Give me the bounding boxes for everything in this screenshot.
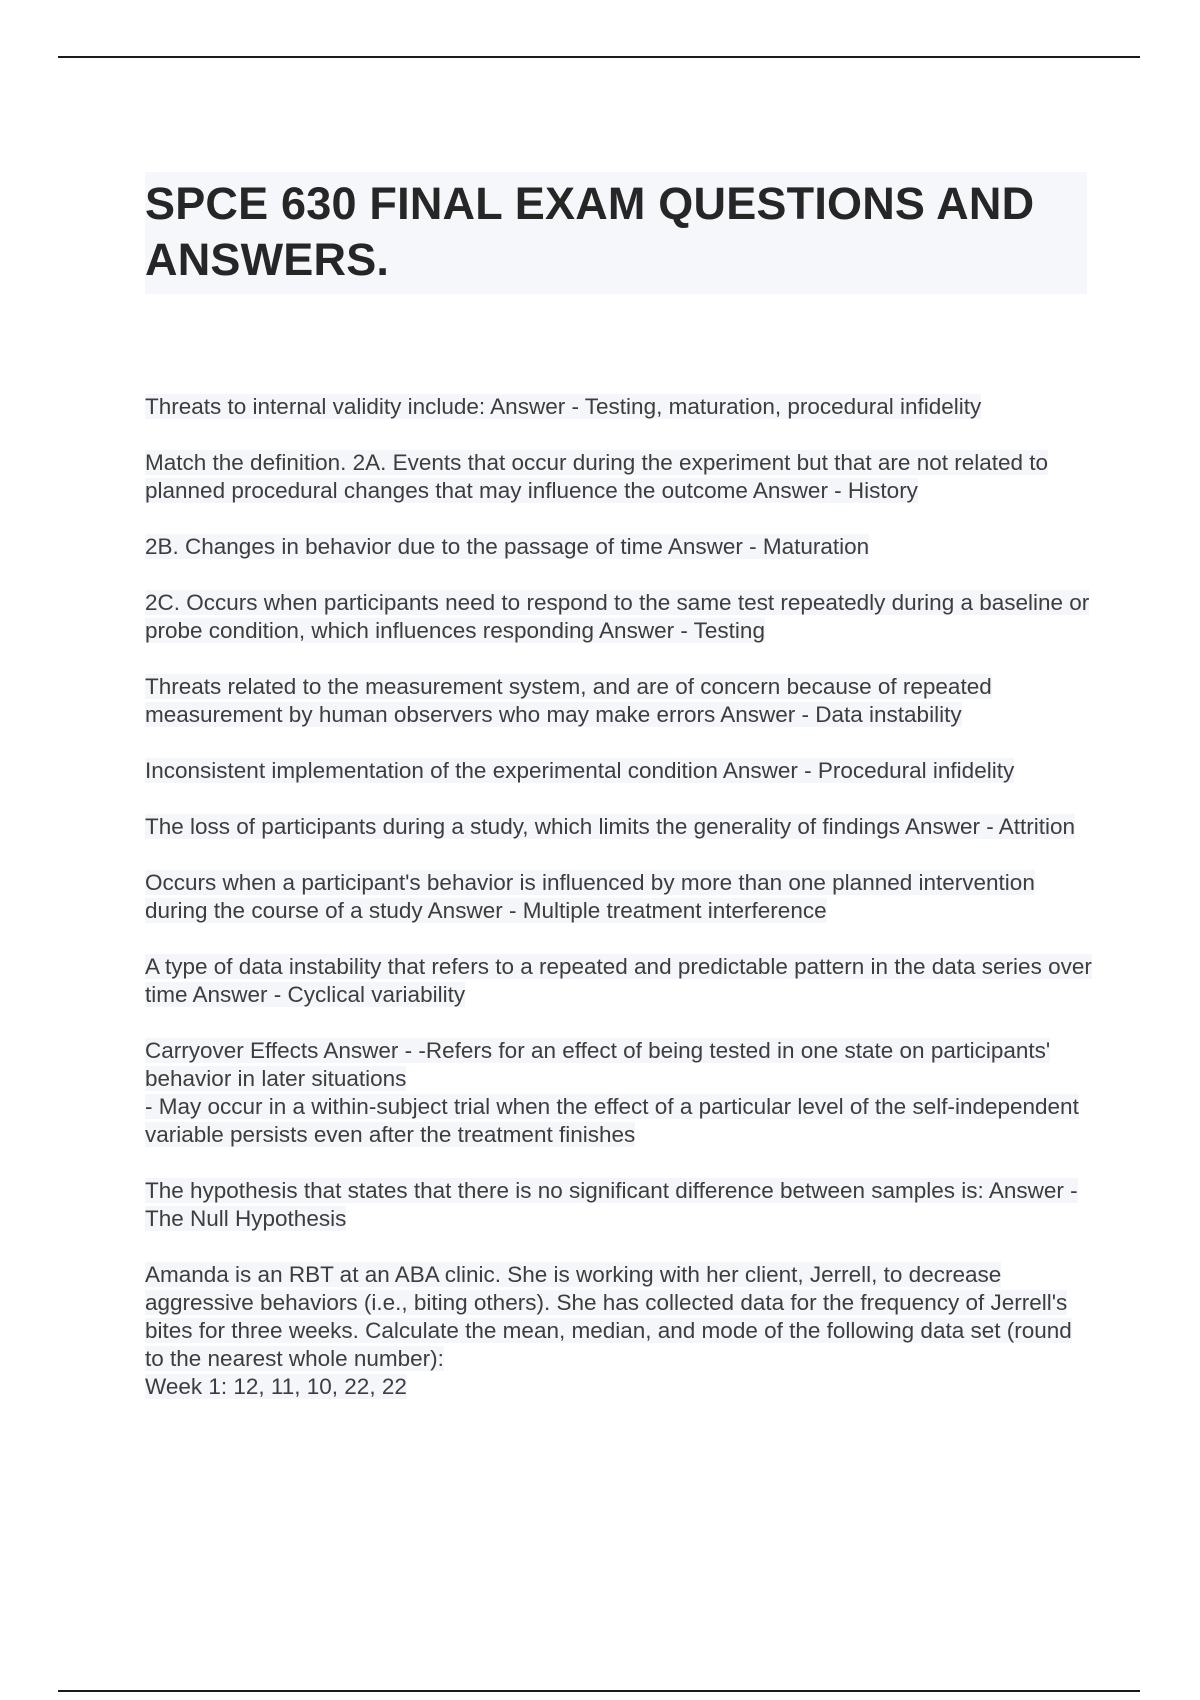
qa-text: Threats to internal validity include: Answer - Testing, maturation, procedural infidelity: [145, 394, 982, 419]
qa-item: [145, 533, 1095, 561]
qa-text: Inconsistent implementation of the experimental condition Answer - Procedural infidelity: [145, 758, 1015, 783]
qa-item: [145, 813, 1095, 841]
qa-item: [145, 449, 1095, 505]
qa-item: [145, 869, 1095, 925]
qa-text: 2C. Occurs when participants need to respond to the same test repeatedly during a baseline or probe condition, which influences responding Answer - Testing: [145, 590, 1090, 643]
qa-item: [145, 393, 1095, 421]
qa-item: [145, 1177, 1095, 1233]
document-title: SPCE 630 FINAL EXAM QUESTIONS AND ANSWERS.: [145, 178, 1035, 285]
qa-text: Match the definition. 2A. Events that occur during the experiment but that are not related to planned procedural changes that may influence the outcome Answer - History: [145, 450, 1049, 503]
qa-list: [145, 393, 1095, 1429]
qa-text: 2B. Changes in behavior due to the passage of time Answer - Maturation: [145, 534, 870, 559]
qa-text: A type of data instability that refers to a repeated and predictable pattern in the data series over time Answer - Cyclical variability: [145, 954, 1092, 1007]
qa-text: Occurs when a participant's behavior is influenced by more than one planned intervention during the course of a study Answer - Multiple treatment interference: [145, 870, 1035, 923]
qa-item: [145, 953, 1095, 1009]
qa-text: The hypothesis that states that there is no significant difference between samples is: Answer - The Null Hypothesis: [145, 1178, 1078, 1231]
qa-item: [145, 757, 1095, 785]
qa-item: [145, 1261, 1095, 1401]
title-block: [145, 172, 1087, 294]
qa-text: The loss of participants during a study, which limits the generality of findings Answer - Attrition: [145, 814, 1076, 839]
qa-item: [145, 589, 1095, 645]
bottom-rule: [58, 1690, 1140, 1692]
qa-text: Carryover Effects Answer - -Refers for an effect of being tested in one state on participants' behavior in later situations - May occur in a within-subject trial when the effect of a particular level of the self-independent variable persists even after the treatment finishes: [145, 1038, 1079, 1147]
qa-text: Threats related to the measurement system, and are of concern because of repeated measurement by human observers who may make errors Answer - Data instability: [145, 674, 992, 727]
top-rule: [58, 56, 1140, 58]
qa-text: Amanda is an RBT at an ABA clinic. She is working with her client, Jerrell, to decrease aggressive behaviors (i.e., biting others). She has collected data for the frequency of Jerrell's bites for three weeks. Calculate the mean, median, and mode of the following data set (round to the nearest whole number): Week 1: 12, 11, 10, 22, 22: [145, 1262, 1072, 1399]
qa-item: [145, 673, 1095, 729]
qa-item: [145, 1037, 1095, 1149]
